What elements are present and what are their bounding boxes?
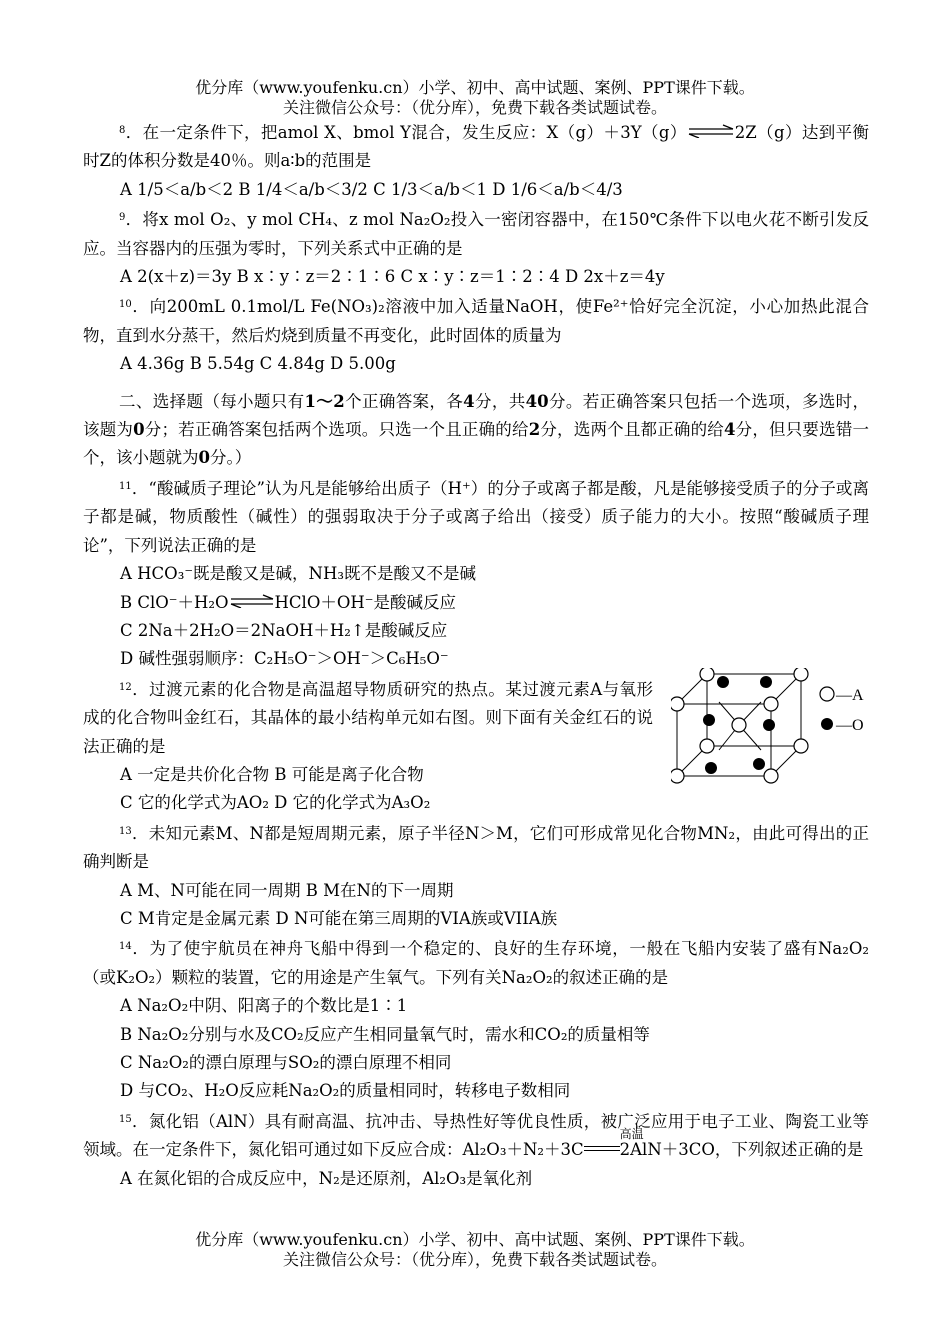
question-12-block xyxy=(83,674,869,818)
question-12-options-2: C 它的化学式为AO₂ D 它的化学式为A₃O₂ xyxy=(120,793,431,813)
question-9-stem: ．将x mol O₂、y mol CH₄、z mol Na₂O₂投入一密闭容器中，在150℃条件下以电火花不断引发反应。当容器内的压强为零时，下列关系式中正确的是 xyxy=(83,210,869,258)
section-2-bold: 1～2 xyxy=(304,391,345,411)
question-8-options: A 1/5＜a/b＜2 B 1/4＜a/b＜3/2 C 1/3＜a/b＜1 D 1/6＜a/b＜4/3 xyxy=(120,179,623,199)
footer-line-1: 优分库（www.youfenku.cn）小学、初中、高中试题、案例、PPT课件下载。 xyxy=(195,1230,755,1249)
section-2-text: 分；若正确答案包括两个选项。只选一个且正确的给 xyxy=(144,420,529,440)
option-b-part1: B ClO⁻＋H₂O xyxy=(120,592,229,612)
legend-a-label: —A xyxy=(836,686,864,704)
question-number: 14 xyxy=(119,941,132,953)
question-12-options-1: A 一定是共价化合物 B 可能是离子化合物 xyxy=(120,764,424,784)
question-number: 15 xyxy=(119,1113,132,1125)
section-2-text: 分，选两个且都正确的给 xyxy=(540,420,724,440)
equilibrium-arrow-icon xyxy=(687,124,735,138)
question-14-option-d: D 与CO₂、H₂O反应耗Na₂O₂的质量相同时，转移电子数相同 xyxy=(120,1081,571,1101)
legend-o-symbol-icon xyxy=(821,718,833,730)
section-2-text: 个正确答案，各 xyxy=(344,391,464,411)
question-12-stem: ．过渡元素的化合物是高温超导物质研究的热点。某过渡元素A与氧形成的化合物叫金红石，其晶体的最小结构单元如右图。则下面有关金红石的说法正确的是 xyxy=(83,679,653,756)
section-2-bold: 4 xyxy=(463,391,475,411)
question-13-options-1: A M、N可能在同一周期 B M在N的下一周期 xyxy=(120,880,454,900)
question-13-options-2: C M肯定是金属元素 D N可能在第三周期的VIA族或VIIA族 xyxy=(120,908,558,928)
reaction-condition-arrow xyxy=(584,1127,644,1155)
question-14-option-c: C Na₂O₂的漂白原理与SO₂的漂白原理不相同 xyxy=(120,1053,452,1072)
option-b-part2: HClO＋OH⁻是酸碱反应 xyxy=(274,592,456,612)
section-2-text: 分，但只要选错一个，该小题就为 xyxy=(83,420,870,468)
section-2-text: 分，共 xyxy=(474,391,526,411)
question-9 xyxy=(83,204,869,263)
question-15-stem-part2: 2AlN＋3CO，下列叙述正确的是 xyxy=(619,1140,864,1160)
footer-line-2: 关注微信公众号：（优分库），免费下载各类试题试卷。 xyxy=(282,1250,667,1269)
question-15-option-a: A 在氮化铝的合成反应中，N₂是还原剂，Al₂O₃是氧化剂 xyxy=(120,1168,533,1188)
section-2-text: 分。若正确答案只包括一个选项，多选时，该题为 xyxy=(83,391,870,440)
question-number: 13 xyxy=(119,825,132,837)
header-line-2: 关注微信公众号：（优分库），免费下载各类试题试卷。 xyxy=(282,98,667,117)
question-number: 9 xyxy=(119,212,126,224)
section-2-text: 二、选择题（每小题只有 xyxy=(119,391,305,411)
question-14 xyxy=(83,933,869,992)
header-line-1: 优分库（www.youfenku.cn）小学、初中、高中试题、案例、PPT课件下载。 xyxy=(195,78,755,97)
question-number: 10 xyxy=(119,299,132,311)
question-11-option-a: A HCO₃⁻既是酸又是碱，NH₃既不是酸又不是碱 xyxy=(120,564,476,584)
section-2-bold: 4 xyxy=(723,420,736,440)
section-2-bold: 0 xyxy=(198,448,210,468)
legend-a-symbol-icon xyxy=(820,687,834,701)
question-11-option-b xyxy=(83,589,869,617)
question-14-option-b: B Na₂O₂分别与水及CO₂反应产生相同量氧气时，需水和CO₂的质量相等 xyxy=(120,1024,650,1044)
question-8 xyxy=(83,117,869,176)
question-13-stem: ．未知元素M、N都是短周期元素，原子半径N＞M，它们可形成常见化合物MN₂，由此可得出的正确判断是 xyxy=(83,823,869,872)
question-11-option-d: D 碱性强弱顺序：C₂H₅O⁻＞OH⁻＞C₆H₅O⁻ xyxy=(120,649,449,669)
section-2-instructions xyxy=(83,388,869,473)
question-15-stem-part1: ．氮化铝（AlN）具有耐高温、抗冲击、导热性好等优良性质，被广泛应用于电子工业、陶瓷工业等领域。在一定条件下，氮化铝可通过如下反应合成：Al₂O₃＋N₂＋3C xyxy=(83,1111,869,1160)
question-10-stem: ．向200mL 0.1mol/L Fe(NO₃)₂溶液中加入适量NaOH，使Fe²⁺恰好完全沉淀，小心加热此混合物，直到水分蒸干，然后灼烧到质量不再变化，此时固体的质量为 xyxy=(83,297,869,345)
question-14-option-a: A Na₂O₂中阴、阳离子的个数比是1∶1 xyxy=(120,996,408,1016)
question-number: 8 xyxy=(119,125,126,136)
section-2-bold: 2 xyxy=(528,420,541,440)
equilibrium-arrow-icon xyxy=(229,594,275,608)
reaction-condition-label: 高温 xyxy=(619,1127,644,1142)
question-14-stem: ．为了使宇航员在神舟飞船中得到一个稳定的、良好的生存环境，一般在飞船内安装了盛有Na₂O₂（或K₂O₂）颗粒的装置，它的用途是产生氧气。下列有关Na₂O₂的叙述正确的是 xyxy=(83,939,869,987)
exam-body xyxy=(83,117,869,1193)
question-10 xyxy=(83,291,869,350)
section-2-text: 分。） xyxy=(209,448,252,468)
question-9-options: A 2(x＋z)＝3y B x∶y∶z＝2∶1∶6 C x∶y∶z＝1∶2∶4 D 2x＋z＝4y xyxy=(120,267,665,287)
legend-o-label: —O xyxy=(836,716,864,734)
section-2-bold: 0 xyxy=(133,420,145,440)
question-8-stem-part2: 2Z（g）达到平衡时Z的体积分数是40％。则a∶b的范围是 xyxy=(83,123,869,171)
question-11-option-c: C 2Na＋2H₂O＝2NaOH＋H₂↑是酸碱反应 xyxy=(120,620,448,640)
section-2-bold: 40 xyxy=(525,391,549,411)
question-12 xyxy=(83,674,653,761)
question-number: 12 xyxy=(119,681,132,693)
question-11 xyxy=(83,473,869,560)
question-number: 11 xyxy=(119,480,132,492)
question-15 xyxy=(83,1106,869,1165)
question-8-stem-part1: ．在一定条件下，把amol X、bmol Y混合，发生反应：X（g）＋3Y（g） xyxy=(125,123,687,142)
question-13 xyxy=(83,818,869,877)
rutile-crystal-diagram xyxy=(671,668,881,786)
question-11-stem: ．“酸碱质子理论”认为凡是能够给出质子（H⁺）的分子或离子都是酸，凡是能够接受质子的分子或离子都是碱，物质酸性（碱性）的强弱取决于分子或离子给出（接受）质子能力的大小。按照“酸碱质子理论”，下列说法正确的是 xyxy=(83,478,869,555)
question-10-options: A 4.36g B 5.54g C 4.84g D 5.00g xyxy=(120,354,396,374)
